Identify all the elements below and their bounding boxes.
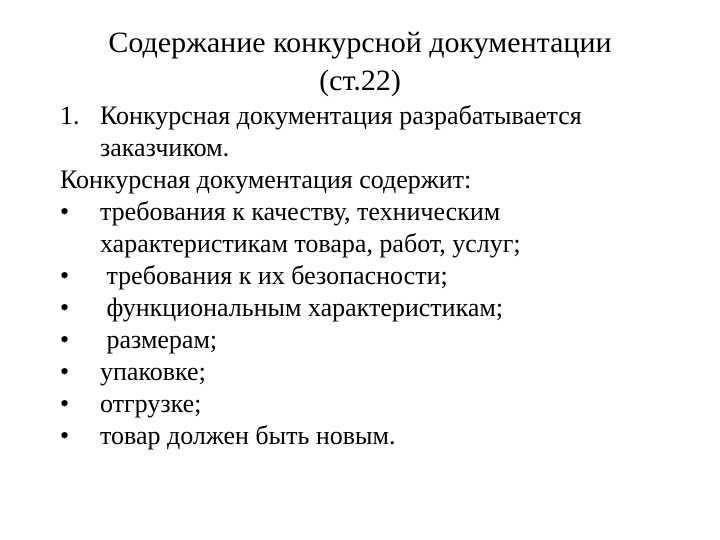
bullet-item [60,388,700,420]
bullet-item [60,196,700,260]
bullet-line-1: размерам; [100,325,218,354]
bullet-line-1: товар должен быть новым. [100,421,396,450]
bullet-item [60,420,700,452]
bullet-line-1: требования к их безопасности; [100,261,448,290]
bullet-line-1: отгрузке; [100,389,202,418]
intro-text [60,164,700,196]
numbered-marker: 1. [60,101,80,130]
bullet-item [60,324,700,356]
bullet-item [60,260,700,292]
bullet-icon: • [60,357,70,386]
bullet-item [60,292,700,324]
numbered-item [60,100,700,164]
bullet-line-1: требования к качеству, техническим [100,197,501,226]
bullet-item [60,356,700,388]
title-line-1: Содержание конкурсной документации [108,26,612,59]
intro-line: Конкурсная документация содержит: [60,165,472,194]
bullet-icon: • [60,389,70,418]
bullet-icon: • [60,197,70,226]
bullet-icon: • [60,421,70,450]
bullet-line-1: упаковке; [100,357,206,386]
numbered-line-2: заказчиком. [100,133,230,162]
bullet-line-2: характеристикам товара, работ, услуг; [100,229,521,258]
numbered-line-1: Конкурсная документация разрабатывается [100,101,582,130]
slide-body [60,100,700,452]
slide-title [60,24,660,100]
bullet-icon: • [60,325,70,354]
bullet-icon: • [60,293,70,322]
title-line-2: (ст.22) [319,64,401,97]
bullet-line-1: функциональным характеристикам; [100,293,504,322]
bullet-icon: • [60,261,70,290]
